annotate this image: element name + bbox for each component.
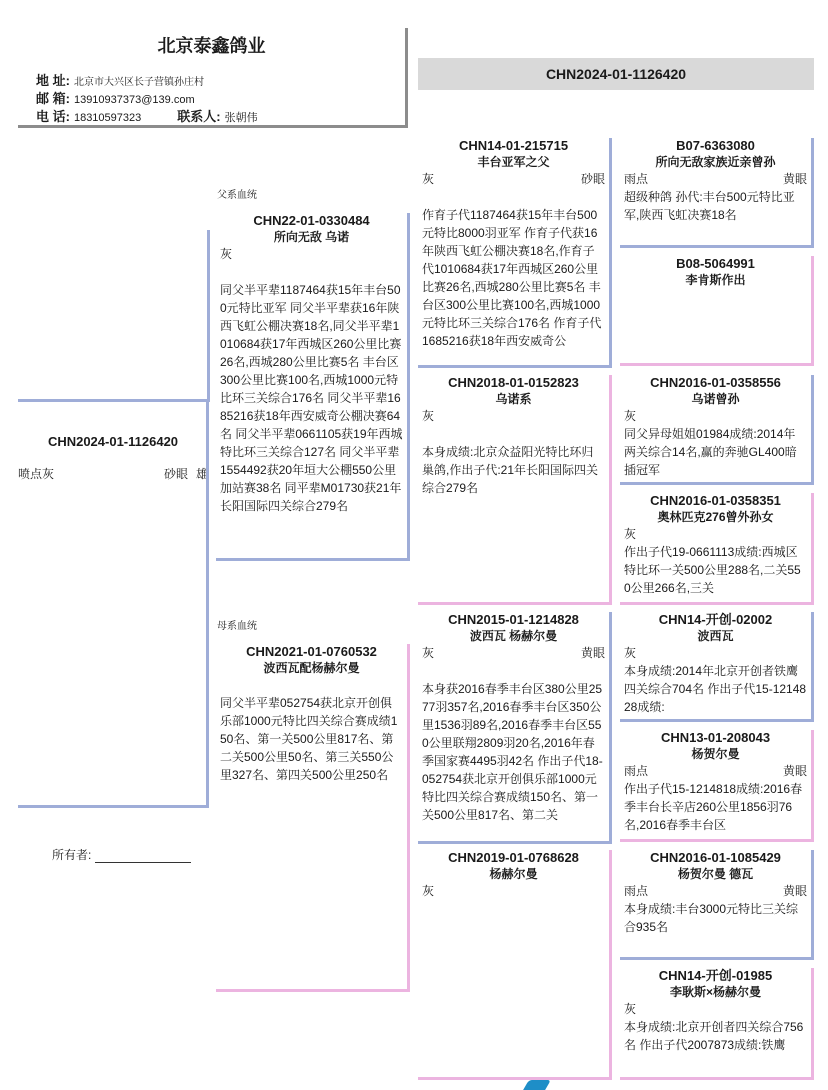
gp-eye: 砂眼 [580,172,605,186]
ggp-name: 杨贺尔曼 [691,747,740,761]
great-grandparent-card [620,850,814,960]
subject-sex: 雄 [195,467,208,481]
ggp-ring: CHN2016-01-0358556 [650,375,781,390]
sire-line-label: 父系血统 [217,190,257,201]
sire-name: 所向无敌 乌诺 [273,230,350,244]
great-grandparent-card [620,493,814,605]
dam-card [216,644,410,992]
ggp-ring: CHN14-开创-01985 [658,968,773,983]
subject-color: 喷点灰 [18,467,55,481]
ggp-ring: CHN2016-01-1085429 [650,850,781,865]
address-label: 地 址: [36,73,70,88]
ggp-ring: B08-5064991 [676,256,755,271]
dam-line-label: 母系血统 [217,621,257,632]
sire-notes: 同父半平辈1187464获15年丰台500元特比亚军 同父半平辈获16年陕西飞虹公棚决赛18名,同父半平辈1010684获17年西城区260公里比赛26名,西城280公里比赛5名 丰台区300公里比赛100名,西城1000元特比环三关综合176名 同父半平辈1685216获18年西安威奇公棚决赛64名 同父半平辈0661105获19年西城特比环三关综合127名 同父半平辈1554492获20年垣大公棚550公里加站赛38名 同平辈M01730获21年长阳国际四关综合279名 [220,283,403,513]
subject-ring: CHN2024-01-1126420 [47,434,179,449]
address-value: 北京市大兴区长子营镇孙庄村 [73,77,204,88]
ggp-notes: 本身成绩:丰台3000元特比三关综合935名 [624,902,799,934]
great-grandparent-card [620,968,814,1080]
great-grandparent-card [620,256,814,366]
gp-color: 灰 [422,646,435,660]
granddam-paternal-card [418,375,612,605]
dam-ring: CHN2021-01-0760532 [246,644,377,659]
phone-row [36,106,258,125]
phone-label: 电 话: [36,109,70,124]
sire-ring: CHN22-01-0330484 [253,213,370,228]
gp-ring: CHN2019-01-0768628 [448,850,579,865]
ggp-ring: CHN2016-01-0358351 [650,493,781,508]
ggp-ring: CHN14-开创-02002 [658,612,773,627]
subject-pigeon [18,434,208,482]
ggp-color: 雨点 [624,884,649,898]
ggp-ring: CHN13-01-208043 [660,730,771,745]
owner-field[interactable] [52,846,191,863]
ggp-name: 波西瓦 [697,629,734,643]
ggp-color: 灰 [624,409,637,423]
ggp-name: 李耿斯×杨赫尔曼 [669,985,761,999]
dam-name: 波西瓦配杨赫尔曼 [263,661,360,675]
sire-color: 灰 [220,247,233,261]
ggp-name: 乌诺曾孙 [691,392,740,406]
ggp-color: 雨点 [624,172,649,186]
ggp-notes: 作出子代15-1214818成绩:2016春季丰台长辛店260公里1856羽76名,2016春季丰台区 [624,782,803,832]
gp-ring: CHN2018-01-0152823 [448,375,579,390]
contact-value: 张朝伟 [224,112,258,124]
phone-value: 18310597323 [73,112,142,124]
sire-connector-line [18,230,210,402]
ggp-ring: B07-6363080 [676,138,755,153]
ggp-color: 雨点 [624,764,649,778]
grandsire-maternal-card [418,612,612,844]
gp-name: 杨赫尔曼 [489,867,538,881]
breeder-header-card [18,28,408,128]
gp-color: 灰 [422,172,435,186]
ggp-name: 杨贺尔曼 德瓦 [677,867,754,881]
watermark-logo-icon [523,1080,551,1090]
email-value: 13910937373@139.com [73,94,195,106]
great-grandparent-card [620,612,814,722]
granddam-maternal-card [418,850,612,1080]
gp-ring: CHN14-01-215715 [458,138,569,153]
ring-number-banner: CHN2024-01-1126420 [418,58,814,90]
ggp-name: 奥林匹克276曾外孙女 [657,510,774,524]
great-grandparent-card [620,730,814,842]
gp-eye: 黄眼 [580,646,605,660]
gp-color: 灰 [422,884,435,898]
gp-notes: 本身成绩:北京众益阳光特比环归巢鸽,作出子代:21年长阳国际四关综合279名 [422,445,599,495]
ggp-notes: 本身成绩:2014年北京开创者铁鹰四关综合704名 作出子代15-1214828成绩: [624,664,807,714]
gp-notes: 作育子代1187464获15年丰台500元特比8000羽亚军 作育子代获16年陕西飞虹公棚决赛18名,作育子代1010684获17年西城区260公里比赛26名,西城280公里比赛5名 丰台区300公里比赛100名,西城1000元特比环三关综合176名 作育子代1685216获18年西安威奇公 [422,208,602,348]
email-label: 邮 箱: [36,91,70,106]
owner-blank-line[interactable] [95,850,191,863]
dam-connector-line [18,560,209,808]
subject-attributes [18,465,208,482]
grandsire-paternal-card [418,138,612,368]
ggp-color: 灰 [624,646,637,660]
ggp-eye: 黄眼 [782,764,807,778]
address-row [36,70,204,89]
ggp-notes: 作出子代19-0661113成绩:西城区特比环一关500公里288名,二关550公里266名,三关 [624,545,801,595]
gp-name: 丰台亚军之父 [477,155,550,169]
ggp-eye: 黄眼 [782,884,807,898]
contact-label: 联系人: [177,109,221,124]
ggp-color: 灰 [624,527,637,541]
gp-notes: 本身获2016春季丰台区380公里2577羽357名,2016春季丰台区350公里1536羽89名,2016春季丰台区550公里联翔2809羽20名,2016年春季国家赛4495羽42名 作出子代18-052754获北京开创俱乐部1000元特比四关综合赛成绩150名、第一关500公里817名、第二关 [422,682,603,822]
ggp-name: 所向无敌家族近亲曾孙 [655,155,776,169]
great-grandparent-card [620,138,814,248]
ggp-notes: 同父异母姐姐01984成绩:2014年两关综合14名,赢的奔驰GL400暗插冠军 [624,427,797,477]
ggp-name: 李肯斯作出 [685,273,746,287]
gp-color: 灰 [422,409,435,423]
ggp-notes: 本身成绩:北京开创者四关综合756名 作出子代2007873成绩:铁鹰 [624,1020,804,1052]
email-row [36,88,195,107]
subject-eye: 砂眼 [163,467,188,481]
great-grandparent-card [620,375,814,485]
owner-label: 所有者: [52,848,92,862]
ggp-notes: 超级种鸽 孙代:丰台500元特比亚军,陕西飞虹决赛18名 [624,190,795,222]
gp-ring: CHN2015-01-1214828 [448,612,579,627]
sire-card [216,213,410,561]
gp-name: 乌诺系 [495,392,532,406]
ggp-color: 灰 [624,1002,637,1016]
dam-notes: 同父半平辈052754获北京开创俱乐部1000元特比四关综合赛成绩150名、第一关500公里817名、第二关500公里50名、第三关550公里327名、第四关500公里250名 [220,696,398,782]
company-name: 北京泰鑫鸽业 [157,36,266,56]
gp-name: 波西瓦 杨赫尔曼 [469,629,558,643]
ggp-eye: 黄眼 [782,172,807,186]
